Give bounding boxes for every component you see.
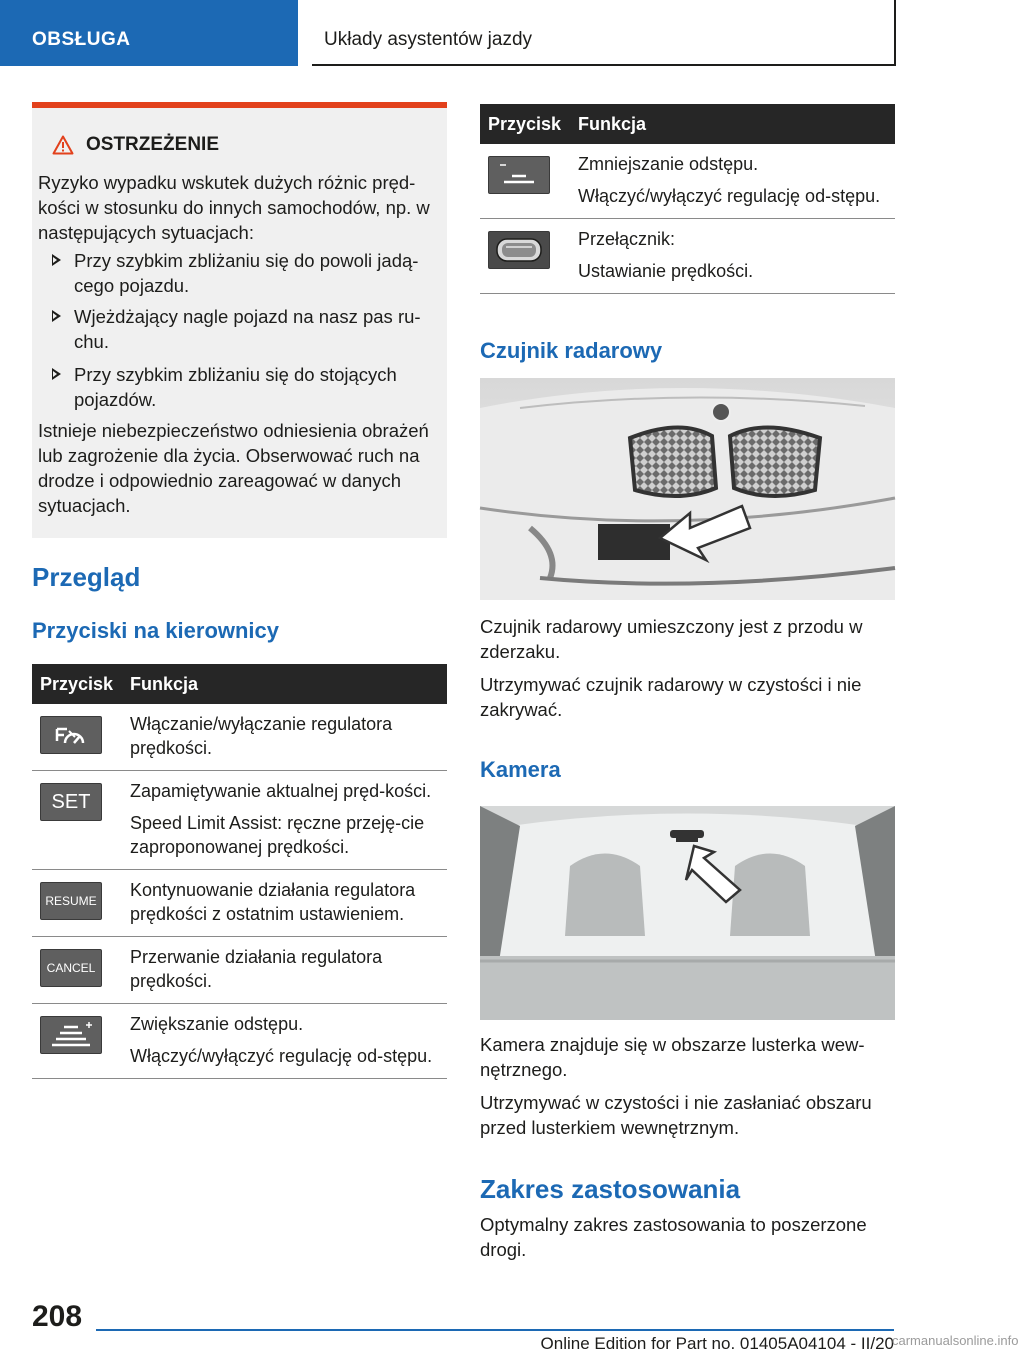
header-chapter xyxy=(312,0,896,66)
overview-heading: Przegląd xyxy=(32,562,141,592)
row-function-text: Włączyć/wyłączyć regulację od-stępu. xyxy=(130,1046,433,1066)
table-header-row xyxy=(480,104,895,144)
camera-heading: Kamera xyxy=(480,757,561,782)
row-function-text: Zwiększanie odstępu. xyxy=(130,1014,304,1034)
row-function-text: Przerwanie działania regulatora prędkości. xyxy=(130,947,383,991)
row-function-text: Zmniejszanie odstępu. xyxy=(578,154,759,174)
radar-sensor-image xyxy=(480,378,895,600)
radar-text-line: Czujnik radarowy umieszczony jest z przodu w zderzaku. xyxy=(480,616,863,662)
header-button: Przycisk xyxy=(480,104,570,144)
range-heading: Zakres zastosowania xyxy=(480,1174,741,1204)
header-function: Funkcja xyxy=(570,104,895,144)
table-row xyxy=(480,144,895,219)
warning-bullet: Wjeżdżający nagle pojazd na nasz pas ru-chu. xyxy=(52,304,433,354)
warning-bullet: Przy szybkim zbliżaniu się do stojących pojazdów. xyxy=(52,362,433,412)
resume-button-icon: RESUME xyxy=(40,882,102,920)
set-button-icon: SET xyxy=(40,783,102,821)
table-header-row xyxy=(32,664,447,704)
rocker-switch-icon xyxy=(488,231,550,269)
row-function-text: Przełącznik: xyxy=(578,229,676,249)
radar-heading: Czujnik radarowy xyxy=(480,338,663,363)
row-function-text: Włączyć/wyłączyć regulację od-stępu. xyxy=(578,186,881,206)
radar-text-line: Utrzymywać czujnik radarowy w czystości i nie zakrywać. xyxy=(480,674,862,720)
row-function-text: Kontynuowanie działania regulatora prędkości z ostatnim ustawieniem. xyxy=(130,880,416,924)
chapter-title: Układy asystentów jazdy xyxy=(324,29,533,50)
watermark: carmanualsonline.info xyxy=(892,1333,1018,1348)
cruise-onoff-icon xyxy=(40,716,102,754)
header-section-tab xyxy=(0,0,298,66)
header-button: Przycisk xyxy=(32,664,122,704)
row-function-text: Zapamiętywanie aktualnej pręd-kości. xyxy=(130,781,432,801)
warning-outro: Istnieje niebezpieczeństwo odniesienia obrażeń lub zagrożenie dla życia. Obserwować ruch na drodze i odpowiednio zareagować w danych sytuacjach. xyxy=(38,420,429,516)
warning-intro: Ryzyko wypadku wskutek dużych różnic pręd-kości w stosunku do innych samochodów, np. w następujących sytuacjach: xyxy=(38,172,430,243)
camera-image xyxy=(480,806,895,1020)
warning-title-text: OSTRZEŻENIE xyxy=(86,134,220,155)
table-row xyxy=(480,219,895,294)
table-row xyxy=(32,937,447,1004)
steering-buttons-heading: Przyciski na kierownicy xyxy=(32,618,280,643)
camera-text-line: Kamera znajduje się w obszarze lusterka wew-nętrznego. xyxy=(480,1034,865,1080)
table-row xyxy=(32,870,447,937)
warning-triangle-icon xyxy=(52,135,74,155)
table-row xyxy=(32,1004,447,1079)
steering-buttons-table-continued xyxy=(480,104,895,294)
camera-text xyxy=(480,1032,890,1148)
header-function: Funkcja xyxy=(122,664,447,704)
cancel-button-icon: CANCEL xyxy=(40,949,102,987)
row-function-text: Ustawianie prędkości. xyxy=(578,261,754,281)
row-function-text: Speed Limit Assist: ręczne przeję-cie zaproponowanej prędkości. xyxy=(130,813,425,857)
warning-box xyxy=(32,102,447,538)
camera-text-line: Utrzymywać w czystości i nie zasłaniać obszaru przed lusterkiem wewnętrznym. xyxy=(480,1092,872,1138)
table-row xyxy=(32,704,447,771)
table-row xyxy=(32,771,447,870)
distance-decrease-icon xyxy=(488,156,550,194)
footer-divider xyxy=(96,1329,894,1331)
steering-buttons-table xyxy=(32,664,447,1079)
warning-bullet: Przy szybkim zbliżaniu się do powoli jadą-cego pojazdu. xyxy=(52,248,433,298)
section-title: OBSŁUGA xyxy=(32,29,131,50)
row-function-text: Włączanie/wyłączanie regulatora prędkości. xyxy=(130,714,393,758)
edition-info: Online Edition for Part no. 01405A04104 - II/20 xyxy=(540,1334,894,1353)
range-text: Optymalny zakres zastosowania to poszerzone drogi. xyxy=(480,1214,867,1260)
page-number: 208 xyxy=(32,1300,83,1333)
radar-text xyxy=(480,614,890,730)
warning-title xyxy=(52,134,219,156)
distance-increase-icon xyxy=(40,1016,102,1054)
